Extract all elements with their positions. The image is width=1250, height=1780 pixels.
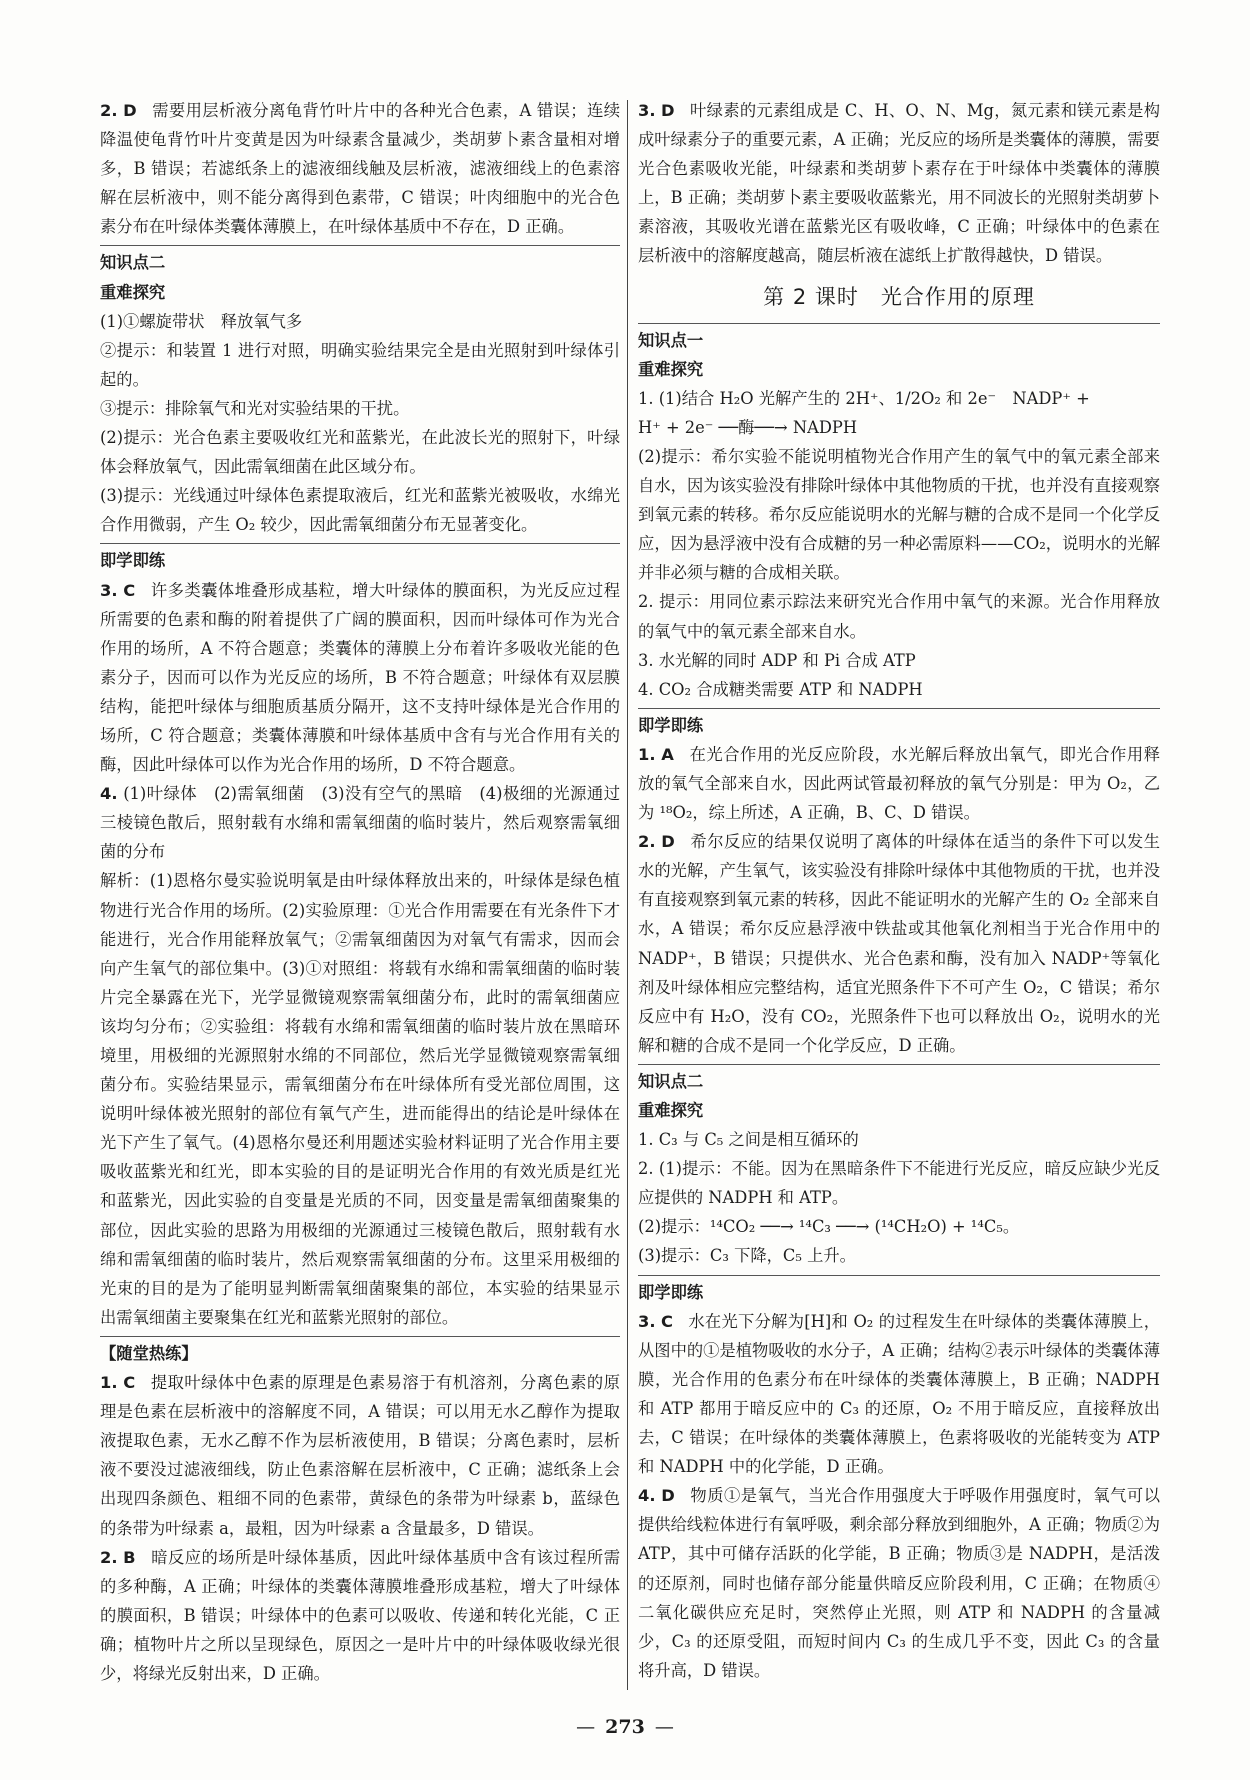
subsection-heading: 即学即练 [638, 715, 704, 735]
explore-hint: ②提示：和装置 1 进行对照，明确实验结果完全是由光照射到叶绿体引起的。 [100, 340, 620, 389]
explore-answer: 4. CO₂ 合成糖类需要 ATP 和 NADPH [638, 679, 923, 699]
page-number-dash: — [654, 1716, 674, 1738]
page-number-value: 273 [605, 1716, 645, 1738]
answer-explanation: 水在光下分解为[H]和 O₂ 的过程发生在叶绿体的类囊体薄膜上，从图中的①是植物吸收的水分子，A 正确；结构②表示叶绿体的类囊体薄膜，光合作用的色素分布在叶绿体的类囊体薄膜上，B 正确；NADPH 和 ATP 都用于暗反应中的 C₃ 的还原，O₂ 不用于暗反应，直接释放出去，C 错误；在叶绿体的类囊体薄膜上，色素将吸收的光能转变为 ATP 和 NADPH 中的化学能，D 正确。 [638, 1311, 1160, 1477]
answer-item [100, 1368, 620, 1543]
answer-letter: D [661, 1486, 675, 1506]
section-heading: 知识点二 [100, 253, 166, 273]
section-rule [638, 323, 1160, 324]
answer-explanation: 在光合作用的光反应阶段，水光解后释放出氧气，即光合作用释放的氧气全部来自水，因此两试管最初释放的氧气分别是：甲为 O₂，乙为 ¹⁸O₂，综上所述，A 正确，B、C、D 错误。 [638, 744, 1160, 823]
answer-item [638, 1481, 1160, 1685]
page-number [0, 1716, 1250, 1738]
answer-letter: A [661, 744, 674, 764]
explore-hint: ③提示：排除氧气和光对实验结果的干扰。 [100, 398, 410, 418]
answer-explanation: 希尔反应的结果仅说明了离体的叶绿体在适当的条件下可以发生水的光解，产生氧气，该实验没有排除叶绿体中其他物质的干扰，也并没有直接观察到氧元素的转移，因此不能证明水的光解产生的 O₂ 全部来自水，A 错误；希尔反应悬浮液中铁盐或其他氧化剂相当于光合作用中的 NADP⁺，B 错误；只提供水、光合色素和酶，没有加入 NADP⁺等氧化剂及叶绿体相应完整结构，适宜光照条件下不可产生 O₂，C 错误；希尔反应中有 H₂O，没有 CO₂，光照条件下也可以释放出 O₂，说明水的光解和糖的合成不是同一个化学反应，D 正确。 [638, 832, 1160, 1055]
question-number: 4. [638, 1486, 656, 1506]
subsection-heading: 重难探究 [638, 1101, 704, 1120]
answer-letter: C [660, 1311, 673, 1331]
explore-answer: (1)①螺旋带状 释放氧气多 [100, 311, 303, 331]
explore-answer: 1. (1)结合 H₂O 光解产生的 2H⁺、1/2O₂ 和 2e⁻ NADP⁺ + [638, 388, 1090, 408]
explore-hint: 2. 提示：用同位素示踪法来研究光合作用中氧气的来源。光合作用释放的氧气中的氧元素全部来自水。 [638, 592, 1160, 641]
answer-item [100, 96, 620, 241]
explore-hint: (2)提示：¹⁴CO₂ ──→ ¹⁴C₃ ──→ (¹⁴CH₂O) + ¹⁴C₅。 [638, 1217, 1020, 1237]
explore-answer: 1. C₃ 与 C₅ 之间是相互循环的 [638, 1130, 859, 1150]
explore-hint: (3)提示：C₃ 下降，C₅ 上升。 [638, 1246, 856, 1266]
drill-heading: 【随堂热练】 [100, 1343, 198, 1363]
right-column [638, 96, 1160, 1685]
answer-item [638, 827, 1160, 1060]
section-rule [100, 245, 620, 246]
answer-item [638, 740, 1160, 827]
answer-letter: C [123, 1373, 136, 1393]
answer-letter: C [123, 580, 136, 600]
lesson-title: 第 2 课时 光合作用的原理 [763, 284, 1035, 309]
answer-explanation: 暗反应的场所是叶绿体基质，因此叶绿体基质中含有该过程所需的多种酶，A 正确；叶绿体的类囊体薄膜堆叠形成基粒，增大了叶绿体的膜面积，B 错误；叶绿体中的色素可以吸收、传递和转化光能，C 正确；植物叶片之所以呈现绿色，原因之一是叶片中的叶绿体吸收绿光很少，将绿光反射出来，D 正确。 [100, 1547, 620, 1683]
column-divider [627, 100, 628, 1690]
question-number: 3. [638, 1311, 656, 1331]
section-rule [100, 543, 620, 544]
question-number: 1. [638, 744, 656, 764]
explore-hint: 2. (1)提示：不能。因为在黑暗条件下不能进行光反应，暗反应缺少光反应提供的 NADPH 和 ATP。 [638, 1159, 1160, 1208]
answer-explanation: 许多类囊体堆叠形成基粒，增大叶绿体的膜面积，为光反应过程所需要的色素和酶的附着提供了广阔的膜面积，因而叶绿体可作为光合作用的场所，A 不符合题意；类囊体的薄膜上分布着许多吸收光能的色素分子，因而可以作为光反应的场所，B 不符合题意；叶绿体有双层膜结构，能把叶绿体与细胞质基质分隔开，这不支持叶绿体是光合作用的场所，C 符合题意；类囊体薄膜和叶绿体基质中含有与光合作用有关的酶，因此叶绿体可以作为光合作用的场所，D 不符合题意。 [100, 580, 620, 775]
answer-letter: D [123, 101, 137, 120]
section-rule [638, 1064, 1160, 1065]
section-rule [638, 708, 1160, 709]
analysis-text: 解析：(1)恩格尔曼实验说明氧是由叶绿体释放出来的，叶绿体是绿色植物进行光合作用的场所。(2)实验原理：①光合作用需要在有光条件下才能进行，光合作用能释放氧气；②需氧细菌因为对氧气有需求，因而会向产生氧气的部位集中。(3)①对照组：将载有水绵和需氧细菌的临时装片完全暴露在光下，光学显微镜观察需氧细菌分布，此时的需氧细菌应该均匀分布；②实验组：将载有水绵和需氧细菌的临时装片放在黑暗环境里，用极细的光源照射水绵的不同部位，然后光学显微镜观察需氧细菌分布。实验结果显示，需氧细菌分布在叶绿体所有受光部位周围，这说明叶绿体被光照射的部位有氧气产生，进而能得出的结论是叶绿体在光下产生了氧气。(4)恩格尔曼还利用题述实验材料证明了光合作用主要吸收蓝紫光和红光，即本实验的目的是证明光合作用的有效光质是红光和蓝紫光，因此实验的自变量是光质的不同，因变量是需氧细菌聚集的部位，因此实验的思路为用极细的光源通过三棱镜色散后，照射载有水绵和需氧细菌的临时装片，然后观察需氧细菌的分布。这里采用极细的光束的目的是为了能明显判断需氧细菌聚集的部位，本实验的结果显示出需氧细菌主要聚集在红光和蓝紫光照射的部位。 [100, 871, 620, 1327]
answer-explanation: 需要用层析液分离龟背竹叶片中的各种光合色素，A 错误；连续降温使龟背竹叶片变黄是因为叶绿素含量减少，类胡萝卜素含量相对增多，B 错误；若滤纸条上的滤液细线触及层析液，滤液细线上的色素溶解在层析液中，则不能分离得到色素带，C 错误；叶肉细胞中的光合色素分布在叶绿体类囊体薄膜上，在叶绿体基质中不存在，D 正确。 [100, 101, 620, 237]
explore-hint: (2)提示：希尔实验不能说明植物光合作用产生的氧气中的氧元素全部来自水，因为该实验没有排除叶绿体中其他物质的干扰，也并没有直接观察到氧元素的转移。希尔反应能说明水的光解与糖的合成不是同一个化学反应，因为悬浮液中没有合成糖的另一种必需原料——CO₂，说明水的光解并非必须与糖的合成相关联。 [638, 446, 1160, 583]
question-number: 3. [638, 101, 656, 120]
question-number: 4. [100, 784, 118, 804]
subsection-heading: 即学即练 [638, 1282, 704, 1302]
reaction-equation: H⁺ + 2e⁻ ──酶──→ NADPH [638, 417, 858, 437]
answer-letter: B [123, 1547, 136, 1567]
answer-item [100, 1543, 620, 1688]
answer-letter: D [661, 832, 675, 852]
section-heading: 知识点二 [638, 1071, 704, 1091]
left-column [100, 96, 620, 1688]
explore-hint: (2)提示：光合色素主要吸收红光和蓝紫光，在此波长光的照射下，叶绿体会释放氧气，因此需氧细菌在此区域分布。 [100, 428, 620, 477]
answer-explanation: 物质①是氧气，当光合作用强度大于呼吸作用强度时，氧气可以提供给线粒体进行有氧呼吸，剩余部分释放到细胞外，A 正确；物质②为 ATP，其中可储存活跃的化学能，B 正确；物质③是 NADPH，是活泼的还原剂，同时也储存部分能量供暗反应阶段利用，C 正确；在物质④二氧化碳供应充足时，突然停止光照，则 ATP 和 NADPH 的含量减少，C₃ 的还原受阻，而短时间内 C₃ 的生成几乎不变，因此 C₃ 的含量将升高，D 错误。 [638, 1486, 1160, 1680]
answer-explanation: 叶绿素的元素组成是 C、H、O、N、Mg，氮元素和镁元素是构成叶绿素分子的重要元素，A 正确；光反应的场所是类囊体的薄膜，需要光合色素吸收光能，叶绿素和类胡萝卜素存在于叶绿体中类囊体的薄膜上，B 正确；类胡萝卜素主要吸收蓝紫光，用不同波长的光照射类胡萝卜素溶液，其吸收光谱在蓝紫光区有吸收峰，C 正确；叶绿体中的色素在层析液中的溶解度越高，随层析液在滤纸上扩散得越快，D 错误。 [638, 101, 1160, 266]
question-number: 2. [100, 1547, 118, 1567]
question-number: 2. [100, 101, 118, 120]
section-rule [100, 1336, 620, 1337]
subsection-heading: 即学即练 [100, 551, 166, 571]
answer-item [100, 779, 620, 866]
section-heading: 知识点一 [638, 330, 704, 350]
question-number: 2. [638, 832, 656, 852]
question-number: 3. [100, 580, 118, 600]
subsection-heading: 重难探究 [638, 359, 704, 379]
answer-text: (1)叶绿体 (2)需氧细菌 (3)没有空气的黑暗 (4)极细的光源通过三棱镜色散后，照射载有水绵和需氧细菌的临时装片，然后观察需氧细菌的分布 [100, 784, 620, 862]
answer-letter: D [661, 101, 675, 120]
answer-item [100, 576, 620, 780]
answer-item [638, 1307, 1160, 1482]
explore-answer: 3. 水光解的同时 ADP 和 Pi 合成 ATP [638, 650, 916, 670]
question-number: 1. [100, 1373, 118, 1393]
subsection-heading: 重难探究 [100, 282, 166, 302]
answer-explanation: 提取叶绿体中色素的原理是色素易溶于有机溶剂，分离色素的原理是色素在层析液中的溶解度不同，A 错误；可以用无水乙醇作为提取液提取色素，无水乙醇不作为层析液使用，B 错误；分离色素时，层析液不要没过滤液细线，防止色素溶解在层析液中，C 正确；滤纸条上会出现四条颜色、粗细不同的色素带，黄绿色的条带为叶绿素 b，蓝绿色的条带为叶绿素 a，最粗，因为叶绿素 a 含量最多，D 错误。 [100, 1373, 620, 1538]
explore-hint: (3)提示：光线通过叶绿体色素提取液后，红光和蓝紫光被吸收，水绵光合作用微弱，产生 O₂ 较少，因此需氧细菌分布无显著变化。 [100, 486, 620, 535]
section-rule [638, 1275, 1160, 1276]
answer-item [638, 96, 1160, 271]
page-number-dash: — [576, 1716, 596, 1738]
